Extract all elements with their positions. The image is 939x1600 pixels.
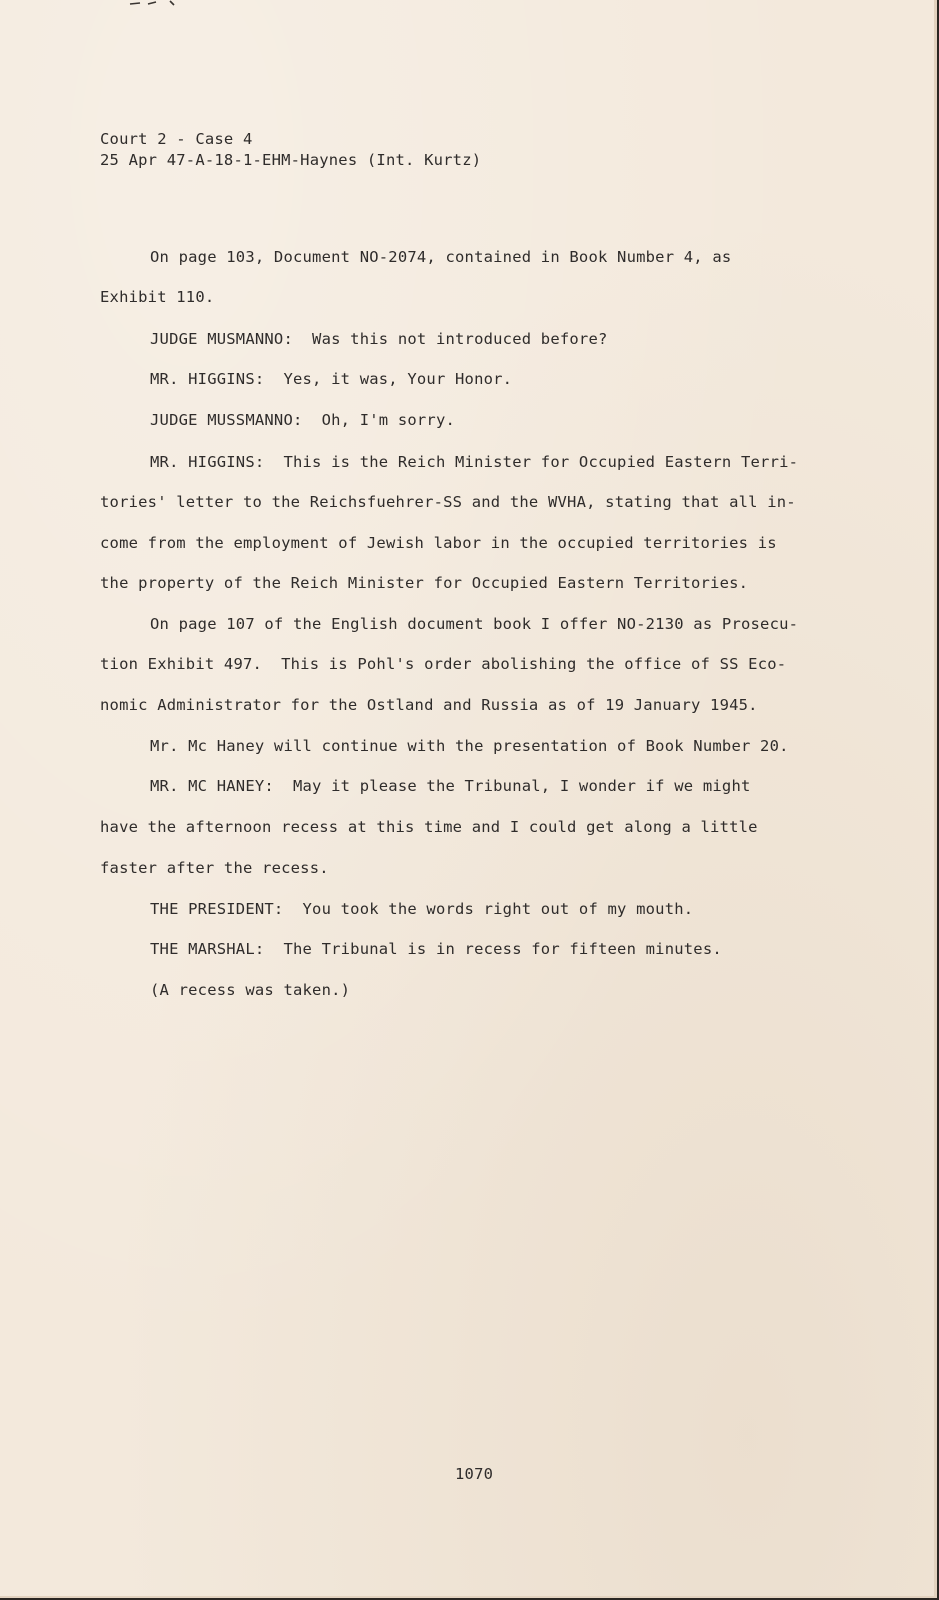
ink-mark — [128, 0, 178, 6]
paragraph-line: tion Exhibit 497. This is Pohl's order abolishing the office of SS Eco- — [100, 655, 787, 673]
paragraph-line: come from the employment of Jewish labor in the occupied territories is — [100, 534, 777, 552]
paragraph-line: JUDGE MUSMANNO: Was this not introduced before? — [150, 330, 608, 348]
paragraph-line: MR. HIGGINS: Yes, it was, Your Honor. — [150, 370, 513, 388]
paragraph-line: On page 103, Document NO-2074, contained in Book Number 4, as — [150, 248, 732, 266]
header-reference: 25 Apr 47-A-18-1-EHM-Haynes (Int. Kurtz) — [100, 151, 482, 169]
paragraph-line: Mr. Mc Haney will continue with the presentation of Book Number 20. — [150, 737, 789, 755]
paragraph-line: faster after the recess. — [100, 859, 329, 877]
paragraph-line: THE PRESIDENT: You took the words right out of my mouth. — [150, 900, 694, 918]
paragraph-line: tories' letter to the Reichsfuehrer-SS and the WVHA, stating that all in- — [100, 493, 796, 511]
paragraph-line: On page 107 of the English document book I offer NO-2130 as Prosecu- — [150, 615, 799, 633]
paragraph-line: JUDGE MUSSMANNO: Oh, I'm sorry. — [150, 411, 456, 429]
paragraph-line: nomic Administrator for the Ostland and Russia as of 19 January 1945. — [100, 696, 758, 714]
paragraph-line: MR. HIGGINS: This is the Reich Minister for Occupied Eastern Terri- — [150, 453, 799, 471]
paragraph-line: have the afternoon recess at this time and I could get along a little — [100, 818, 758, 836]
paragraph-line: MR. MC HANEY: May it please the Tribunal, I wonder if we might — [150, 777, 751, 795]
paragraph-line: the property of the Reich Minister for Occupied Eastern Territories. — [100, 574, 749, 592]
header-court: Court 2 - Case 4 — [100, 130, 253, 148]
paragraph-line: (A recess was taken.) — [150, 981, 351, 999]
page-number: 1070 — [455, 1465, 494, 1483]
paragraph-line: Exhibit 110. — [100, 288, 215, 306]
paragraph-line: THE MARSHAL: The Tribunal is in recess for fifteen minutes. — [150, 940, 722, 958]
